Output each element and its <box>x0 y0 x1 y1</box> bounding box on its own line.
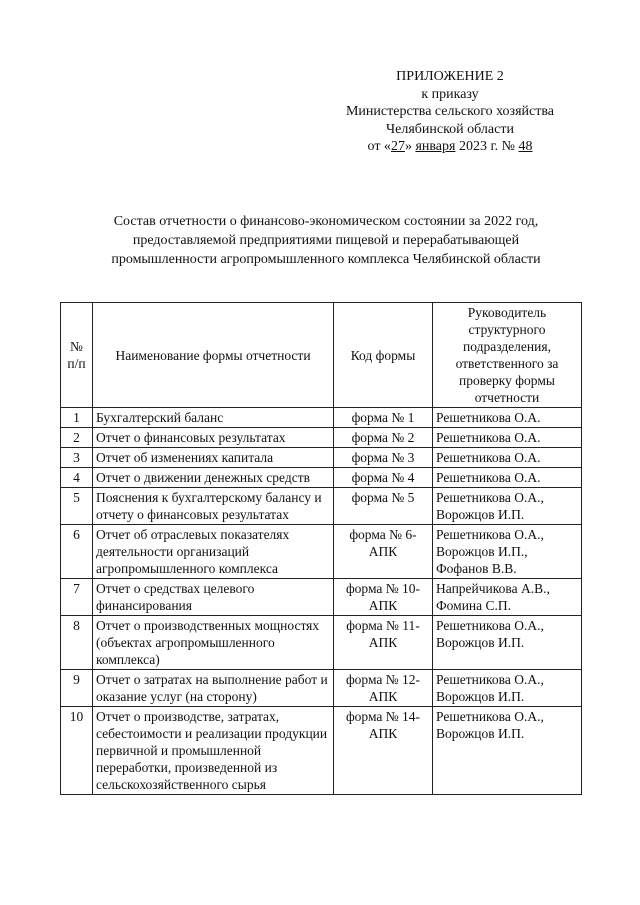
row-responsible: Решетникова О.А., Ворожцов И.П., Фофанов В.В. <box>433 525 582 579</box>
row-responsible: Решетникова О.А. <box>433 428 582 448</box>
date-month: января <box>415 139 456 154</box>
row-num: 1 <box>61 408 93 428</box>
row-responsible: Решетникова О.А., Ворожцов И.П. <box>433 488 582 525</box>
row-code: форма № 4 <box>334 468 433 488</box>
row-responsible: Решетникова О.А. <box>433 448 582 468</box>
header-name: Наименование формы отчетности <box>93 303 334 408</box>
table-row <box>61 525 582 579</box>
row-num: 6 <box>61 525 93 579</box>
row-num: 4 <box>61 468 93 488</box>
row-code: форма № 6-АПК <box>334 525 433 579</box>
row-code: форма № 12-АПК <box>334 670 433 707</box>
table-row <box>61 670 582 707</box>
appendix-title: ПРИЛОЖЕНИЕ 2 <box>396 69 504 84</box>
order-number: 48 <box>518 139 533 154</box>
row-responsible: Решетникова О.А., Ворожцов И.П. <box>433 670 582 707</box>
row-name: Отчет о средствах целевого финансирования <box>93 579 334 616</box>
row-code: форма № 14-АПК <box>334 707 433 795</box>
row-num: 5 <box>61 488 93 525</box>
row-num: 9 <box>61 670 93 707</box>
row-code: форма № 10-АПК <box>334 579 433 616</box>
table-row <box>61 408 582 428</box>
date-day: 27 <box>390 139 405 154</box>
table-header-row <box>61 303 582 408</box>
table-row <box>61 579 582 616</box>
appendix-line-order: к приказу <box>421 86 479 102</box>
row-code: форма № 2 <box>334 428 433 448</box>
header-responsible: Руководитель структурного подразделения, ответственного за проверку формы отчетности <box>433 303 582 408</box>
table-row <box>61 448 582 468</box>
header-code: Код формы <box>334 303 433 408</box>
row-name: Отчет о затратах на выполнение работ и оказание услуг (на сторону) <box>93 670 334 707</box>
date-mid: » <box>404 139 412 154</box>
appendix-header <box>320 68 580 156</box>
title-line-2: предоставляемой предприятиями пищевой и перерабатывающей <box>132 233 520 248</box>
appendix-date-line <box>320 138 580 156</box>
row-name: Пояснения к бухгалтерскому балансу и отчету о финансовых результатах <box>93 488 334 525</box>
table-row <box>61 616 582 670</box>
header-num: № п/п <box>61 303 93 408</box>
row-name: Отчет об изменениях капитала <box>93 448 334 468</box>
table-row <box>61 488 582 525</box>
row-num: 3 <box>61 448 93 468</box>
row-responsible: Напрейчикова А.В., Фомина С.П. <box>433 579 582 616</box>
row-name: Отчет о финансовых результатах <box>93 428 334 448</box>
table-row <box>61 428 582 448</box>
table-row <box>61 468 582 488</box>
table-row <box>61 707 582 795</box>
row-code: форма № 1 <box>334 408 433 428</box>
row-num: 7 <box>61 579 93 616</box>
row-responsible: Решетникова О.А., Ворожцов И.П. <box>433 707 582 795</box>
row-responsible: Решетникова О.А. <box>433 468 582 488</box>
appendix-line-region: Челябинской области <box>386 121 514 137</box>
title-line-1: Состав отчетности о финансово-экономическом состоянии за 2022 год, <box>113 214 539 229</box>
appendix-line-ministry: Министерства сельского хозяйства <box>345 104 554 119</box>
row-num: 8 <box>61 616 93 670</box>
row-name: Бухгалтерский баланс <box>93 408 334 428</box>
date-prefix: от « <box>367 139 391 154</box>
date-year: 2023 г. № <box>458 139 515 154</box>
row-code: форма № 11-АПК <box>334 616 433 670</box>
row-name: Отчет о производстве, затратах, себестоимости и реализации продукции первичной и промышленной переработки, произведенной из сельскохозяйственного сырья <box>93 707 334 795</box>
row-responsible: Решетникова О.А. <box>433 408 582 428</box>
row-name: Отчет об отраслевых показателях деятельности организаций агропромышленного комплекса <box>93 525 334 579</box>
report-table <box>60 302 582 795</box>
row-num: 2 <box>61 428 93 448</box>
row-code: форма № 3 <box>334 448 433 468</box>
row-num: 10 <box>61 707 93 795</box>
row-name: Отчет о движении денежных средств <box>93 468 334 488</box>
title-line-3: промышленности агропромышленного комплекса Челябинской области <box>111 252 541 267</box>
row-responsible: Решетникова О.А., Ворожцов И.П. <box>433 616 582 670</box>
row-name: Отчет о производственных мощностях (объектах агропромышленного комплекса) <box>93 616 334 670</box>
document-title <box>60 212 592 269</box>
row-code: форма № 5 <box>334 488 433 525</box>
